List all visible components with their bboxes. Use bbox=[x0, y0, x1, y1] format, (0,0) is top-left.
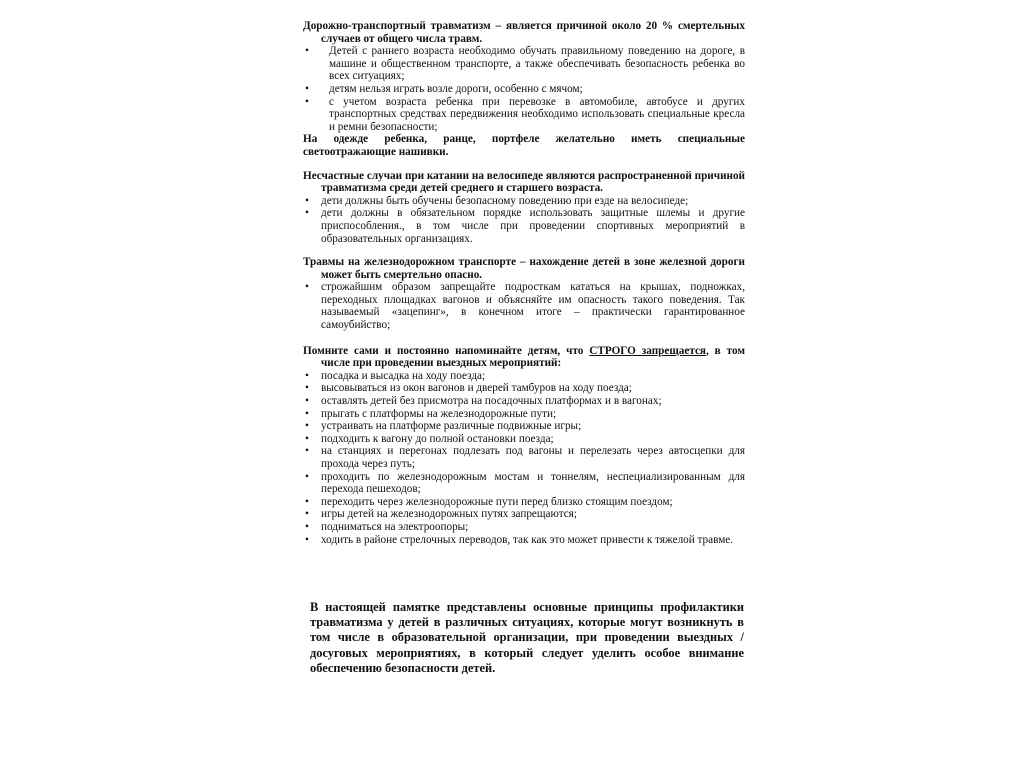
list-item: • подходить к вагону до полной остановки поезда; bbox=[303, 433, 745, 446]
list-item: • проходить по железнодорожным мостам и тоннелям, неспециализированным для перехода пешеходов; bbox=[303, 471, 745, 496]
list-item: • на станциях и перегонах подлезать под вагоны и перелезать через автосцепки для прохода через путь; bbox=[303, 445, 745, 470]
section-heading: Несчастные случаи при катании на велосипеде являются распространенной причиной травматизма среди детей среднего и старшего возраста. bbox=[303, 169, 745, 195]
bullet-list bbox=[303, 370, 745, 546]
list-item: • дети должны в обязательном порядке использовать защитные шлемы и другие приспособления., в том числе при проведении спортивных мероприятий в образовательных организациях. bbox=[303, 207, 745, 245]
heading-start: Помните сами и постоянно напоминайте детям, что bbox=[303, 344, 590, 357]
list-item: • с учетом возраста ребенка при перевозке в автомобиле, автобусе и других транспортных средствах передвижения необходимо использовать специальные кресла и ремни безопасности; bbox=[303, 96, 745, 134]
list-item: • игры детей на железнодорожных путях запрещаются; bbox=[303, 508, 745, 521]
list-item: • устраивать на платформе различные подвижные игры; bbox=[303, 420, 745, 433]
section-prohibitions bbox=[303, 345, 745, 547]
section-bicycle bbox=[303, 170, 745, 246]
list-item: • посадка и высадка на ходу поезда; bbox=[303, 370, 745, 383]
summary-paragraph: В настоящей памятке представлены основные принципы профилактики травматизма у детей в различных ситуациях, которые могут возникнуть в том числе в образовательной организации, при проведении выездных /досуговых мероприятиях, в который следует уделить особое внимание обеспечению безопасности детей. bbox=[310, 600, 744, 675]
list-item: • Детей с раннего возраста необходимо обучать правильному поведению на дороге, в машине и общественном транспорте, а также обеспечивать безопасность ребенка во всех ситуациях; bbox=[303, 45, 745, 83]
section-heading bbox=[303, 345, 745, 370]
heading-end: , в том числе при проведении выездных мероприятий: bbox=[321, 344, 745, 370]
list-item: • дети должны быть обучены безопасному поведению при езде на велосипеде; bbox=[303, 195, 745, 208]
list-item: • подниматься на электроопоры; bbox=[303, 521, 745, 534]
list-item: • оставлять детей без присмотра на посадочных платформах и в вагонах; bbox=[303, 395, 745, 408]
list-item: • высовываться из окон вагонов и дверей тамбуров на ходу поезда; bbox=[303, 382, 745, 395]
list-item: • переходить через железнодорожные пути перед близко стоящим поездом; bbox=[303, 496, 745, 509]
bullet-list bbox=[303, 45, 745, 133]
section-note: На одежде ребенка, ранце, портфеле желательно иметь специальные светоотражающие нашивки. bbox=[303, 133, 745, 158]
bullet-list bbox=[303, 281, 745, 331]
section-heading: Дорожно-транспортный травматизм – является причиной около 20 % смертельных случаев от общего числа травм. bbox=[303, 20, 745, 45]
section-railway bbox=[303, 256, 745, 332]
list-item: • строжайшим образом запрещайте подросткам кататься на крышах, подножках, переходных площадках вагонов и объясняйте им опасность такого поведения. Так называемый «зацепинг», в конечном итоге – практически гарантированное самоубийство; bbox=[303, 281, 745, 331]
list-item: • прыгать с платформы на железнодорожные пути; bbox=[303, 408, 745, 421]
document-page bbox=[303, 20, 745, 546]
list-item: • детям нельзя играть возле дороги, особенно с мячом; bbox=[303, 83, 745, 96]
list-item: • ходить в районе стрелочных переводов, так как это может привести к тяжелой травме. bbox=[303, 534, 745, 547]
bullet-list bbox=[303, 195, 745, 245]
section-road-traffic bbox=[303, 20, 745, 159]
heading-strict: СТРОГО запрещается bbox=[589, 344, 706, 357]
section-heading: Травмы на железнодорожном транспорте – нахождение детей в зоне железной дороги может быть смертельно опасно. bbox=[303, 256, 745, 281]
